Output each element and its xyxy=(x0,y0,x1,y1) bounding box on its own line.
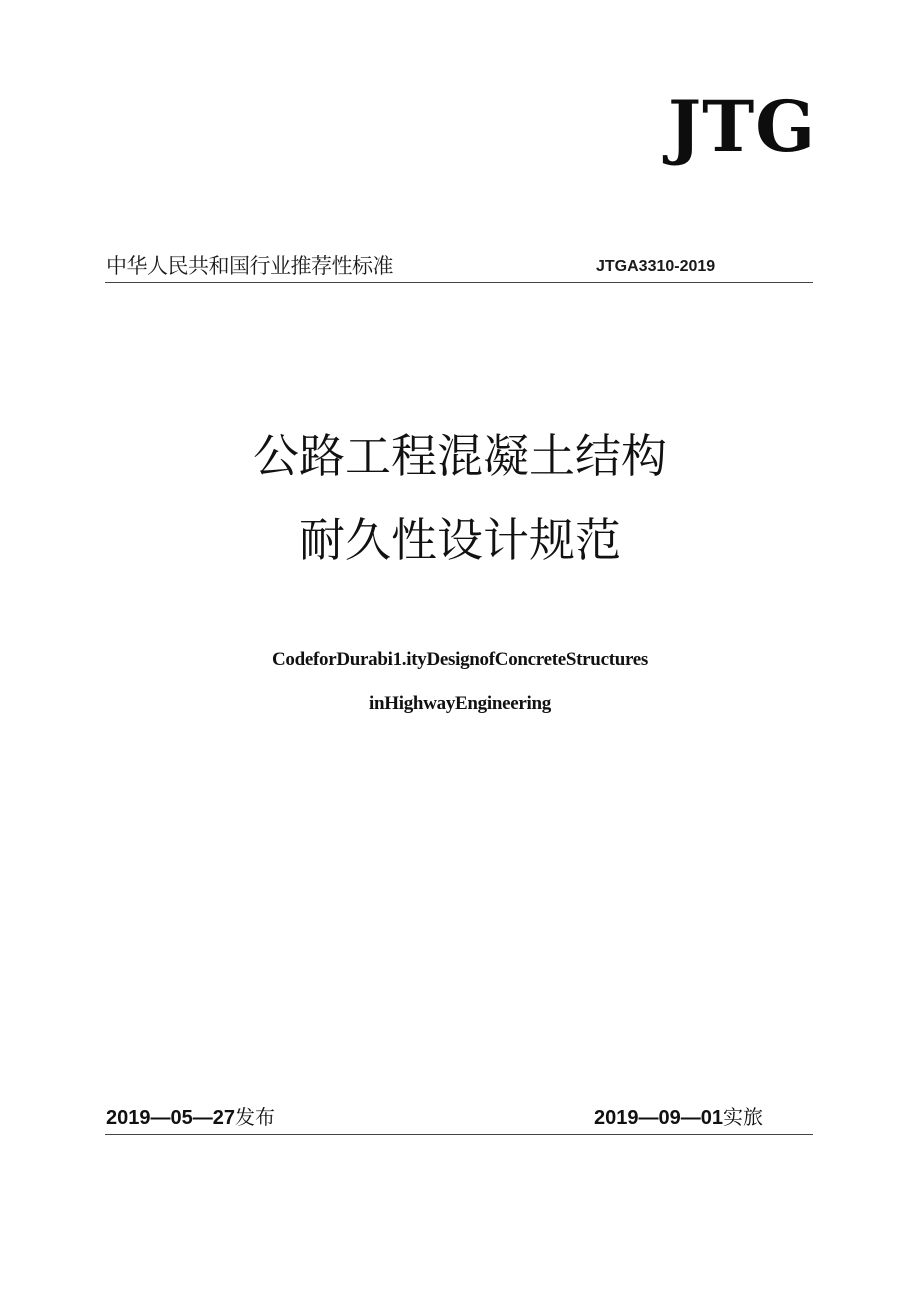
jtg-logo: JTG xyxy=(668,85,816,168)
title-en-line1: CodeforDurabi1.ityDesignofConcreteStructures xyxy=(271,649,649,670)
issue-date-value: 2019—05—27 xyxy=(106,1107,235,1129)
standard-category: 中华人民共和国行业推荐性标准 xyxy=(106,254,393,278)
title-cn-line2: 耐久性设计规范 xyxy=(299,513,621,567)
issue-date-label: 发布 xyxy=(234,1105,275,1129)
issue-date xyxy=(106,1104,275,1131)
standard-code: JTGA3310-2019 xyxy=(596,258,716,275)
effective-date-label: 实旅 xyxy=(722,1105,763,1129)
header-divider xyxy=(105,282,813,283)
title-cn-line1: 公路工程混凝土结构 xyxy=(253,429,667,483)
effective-date-value: 2019—09—01 xyxy=(594,1107,723,1129)
title-en-line2: inHighwayEngineering xyxy=(369,693,551,714)
footer-divider xyxy=(105,1134,813,1135)
effective-date xyxy=(594,1104,763,1131)
